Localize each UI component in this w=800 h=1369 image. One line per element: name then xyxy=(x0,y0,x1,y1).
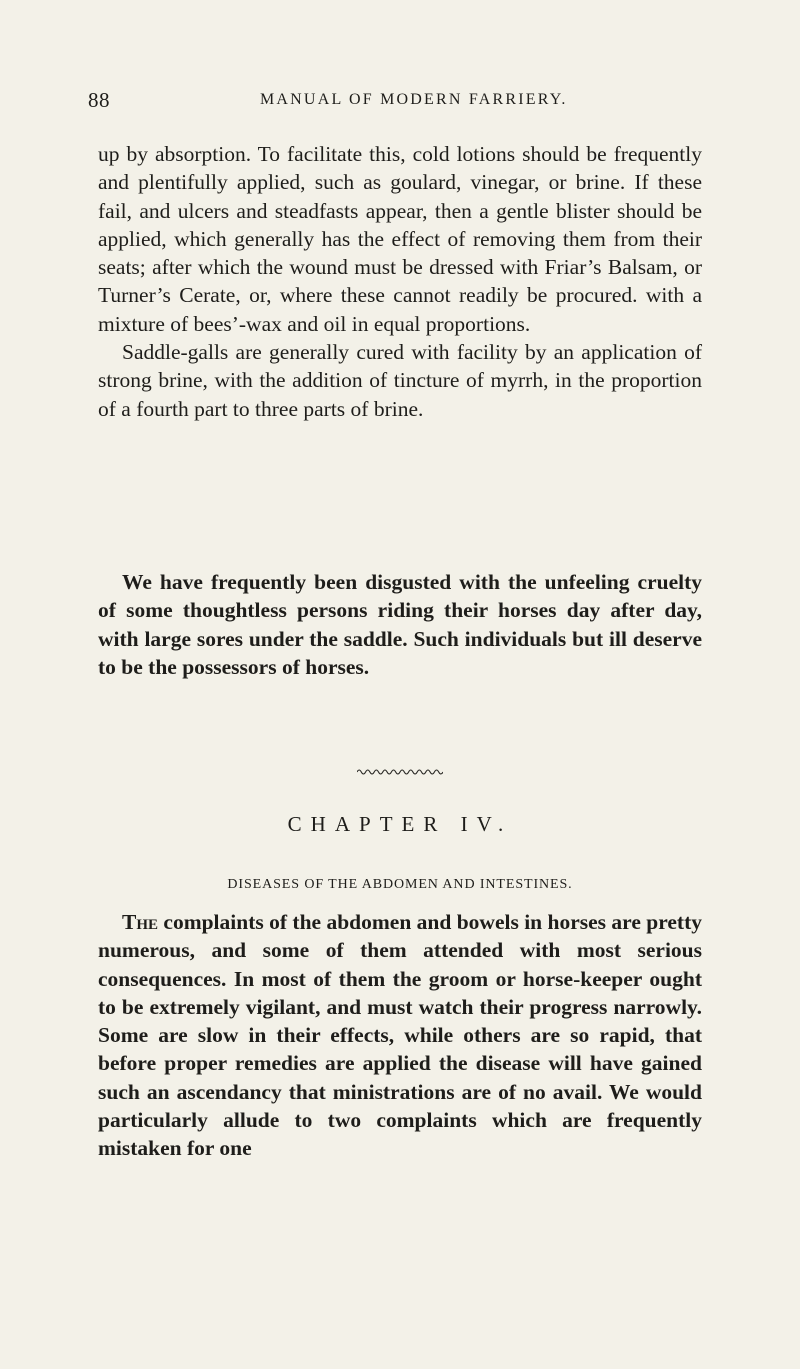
paragraph-cruelty: We have frequently been disgusted with the unfeeling cruelty of some thoughtless persons riding their horses day after day, with large sores under the saddle. Such individuals but ill deserve to be the possessors of horses. xyxy=(98,570,702,679)
running-head xyxy=(88,88,708,112)
opening-paragraph-text: complaints of the abdomen and bowels in horses are pretty numerous, and some of them attended with most serious consequences. In most of them the groom or horse-keeper ought to be extremely vigilant, and must watch their progress narrowly. Some are slow in their effects, while others are so rapid, that before proper remedies are applied the disease will have gained such an ascendancy that ministrations are of no avail. We would particularly allude to two complaints which are frequently mistaken for one xyxy=(98,910,702,1161)
paragraph-chapter-opening xyxy=(98,908,702,1163)
chapter-heading: CHAPTER IV. xyxy=(287,812,513,836)
text-block-upper xyxy=(98,140,702,423)
page-number: 88 xyxy=(88,88,110,112)
opening-word: The xyxy=(122,910,159,934)
paragraph-absorption: up by absorption. To facilitate this, cold lotions should be frequently and plentifully applied, such as goulard, vinegar, or brine. If these fail, and ulcers and steadfasts appear, then a gentle blister should be applied, which generally has the effect of removing them from their seats; after which the wound must be dressed with Friar’s Balsam, or Turner’s Cerate, or, where these cannot readily be procured. with a mixture of bees’-wax and oil in equal proportions. xyxy=(98,142,702,336)
running-title: MANUAL OF MODERN FARRIERY. xyxy=(260,91,568,108)
text-block-chapter-opening xyxy=(98,908,702,1163)
chapter-subtitle: DISEASES OF THE ABDOMEN AND INTESTINES. xyxy=(227,877,573,892)
text-block-cruelty xyxy=(98,568,702,681)
decorative-rule-ornament xyxy=(357,768,443,776)
paragraph-saddle-galls: Saddle-galls are generally cured with facility by an application of strong brine, with the addition of tincture of myrrh, in the proportion of a fourth part to three parts of brine. xyxy=(98,340,702,421)
